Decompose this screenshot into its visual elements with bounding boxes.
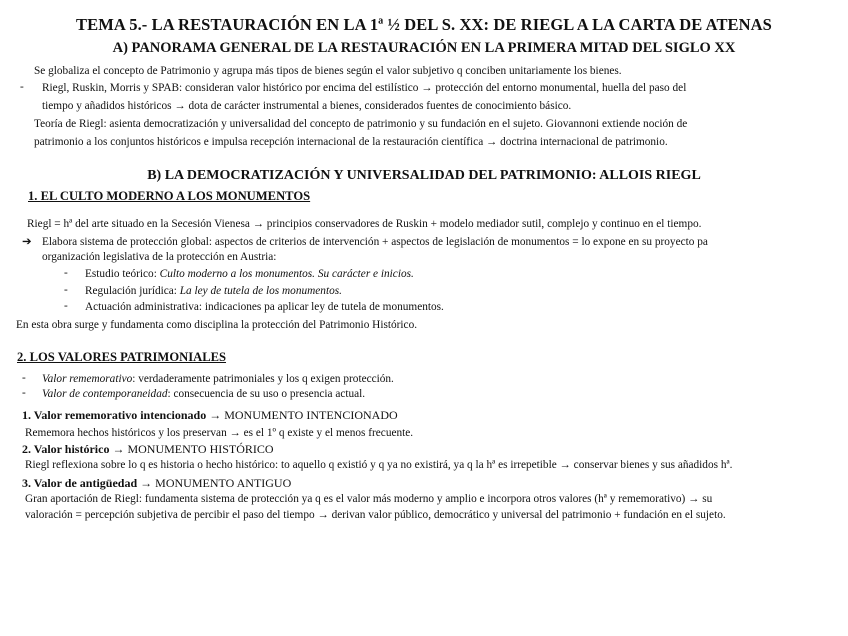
arrow-line-1: Elabora sistema de protección global: aspectos de criterios de intervención + aspectos de legislación de monumentos = lo expone en su proyecto pa <box>42 236 708 248</box>
value-3-line-1: Gran aportación de Riegl: fundamenta sistema de protección ya q es el valor más moderno y amplio e incorpora otros valores (hª y rememorativo) → su <box>25 493 713 505</box>
subsection-1-heading: 1. EL CULTO MODERNO A LOS MONUMENTOS <box>28 189 311 203</box>
value-3-heading <box>22 476 291 490</box>
value-2-text: Riegl reflexiona sobre lo q es historia o hecho histórico: to aquello q existió y q ya no existirá, ya q la hª es irrepetible → conservar bienes y sus añadidos hª. <box>25 459 733 471</box>
section-a-paragraph-line-2: patrimonio a los conjuntos históricos e impulsa recepción internacional de la restauración científica → doctrina internacional de patrimonio. <box>34 136 668 148</box>
value-1-heading <box>22 408 398 422</box>
item-label: Regulación jurídica: <box>85 285 180 297</box>
section-a-paragraph-line-1: Teoría de Riegl: asienta democratización y universalidad del concepto de patrimonio y su fundación en el sujeto. Giovannoni extiende noción de <box>34 118 688 130</box>
item-mark: - <box>64 267 68 279</box>
item-label: Actuación administrativa: indicaciones pa aplicar ley de tutela de monumentos. <box>85 301 444 313</box>
value-mark: - <box>22 372 26 384</box>
section-a-heading: A) PANORAMA GENERAL DE LA RESTAURACIÓN EN LA PRIMERA MITAD DEL SIGLO XX <box>112 40 736 56</box>
value-3-tail: → MONUMENTO ANTIGUO <box>137 476 292 490</box>
section-a-intro: Se globaliza el concepto de Patrimonio y agrupa más tipos de bienes según el valor subjetivo q conciben unitariamente los bienes. <box>34 65 622 77</box>
value-1-text: Rememora hechos históricos y los preservan → es el 1º q existe y el menos frecuente. <box>25 427 414 439</box>
arrow-line-2: organización legislativa de la protección en Austria: <box>42 251 277 263</box>
arrow-mark: ➔ <box>22 236 32 248</box>
section-b-heading: B) LA DEMOCRATIZACIÓN Y UNIVERSALIDAD DEL PATRIMONIO: ALLOIS RIEGL <box>147 168 701 183</box>
list-item <box>42 372 394 386</box>
value-name: Valor rememorativo <box>42 373 133 385</box>
list-item <box>42 387 365 401</box>
section-a-bullet-line-1: Riegl, Ruskin, Morris y SPAB: consideran valor histórico por encima del estilístico → protección del entorno monumental, huella del paso del <box>42 82 687 94</box>
list-item <box>85 267 414 281</box>
document-title: TEMA 5.- LA RESTAURACIÓN EN LA 1ª ½ DEL S. XX: DE RIEGL A LA CARTA DE ATENAS <box>76 15 772 34</box>
value-2-head: 2. Valor histórico <box>22 442 110 456</box>
item-mark: - <box>64 300 68 312</box>
value-2-heading <box>22 442 274 456</box>
riegl-line: Riegl = hª del arte situado en la Secesión Vienesa → principios conservadores de Ruskin + modelo mediador sutil, complejo y continuo en el tiempo. <box>27 218 702 230</box>
value-name: Valor de contemporaneidad <box>42 388 168 400</box>
closing-line: En esta obra surge y fundamenta como disciplina la protección del Patrimonio Histórico. <box>16 319 418 331</box>
item-work: Culto moderno a los monumentos. Su carácter e inicios. <box>159 268 414 280</box>
bullet-mark: - <box>20 81 24 93</box>
value-1-head: 1. Valor rememorativo intencionado <box>22 408 207 422</box>
value-3-head: 3. Valor de antigüedad <box>22 476 138 490</box>
item-label: Estudio teórico: <box>85 268 160 280</box>
value-desc: : consecuencia de su uso o presencia actual. <box>167 388 366 400</box>
section-a-bullet-line-2: tiempo y añadidos históricos → dota de carácter instrumental a bienes, considerados fuentes de conocimiento básico. <box>42 100 572 112</box>
list-item <box>85 300 444 314</box>
value-mark: - <box>22 387 26 399</box>
value-2-tail: → MONUMENTO HISTÓRICO <box>109 442 274 456</box>
value-desc: : verdaderamente patrimoniales y los q exigen protección. <box>132 373 394 385</box>
value-3-line-2: valoración = percepción subjetiva de percibir el paso del tiempo → derivan valor público, democrático y universal del patrimonio + fundación en el sujeto. <box>25 509 726 521</box>
item-mark: - <box>64 284 68 296</box>
value-1-tail: → MONUMENTO INTENCIONADO <box>206 408 398 422</box>
list-item <box>85 284 342 298</box>
subsection-2-heading: 2. LOS VALORES PATRIMONIALES <box>17 350 227 364</box>
item-work: La ley de tutela de los monumentos. <box>179 285 342 297</box>
